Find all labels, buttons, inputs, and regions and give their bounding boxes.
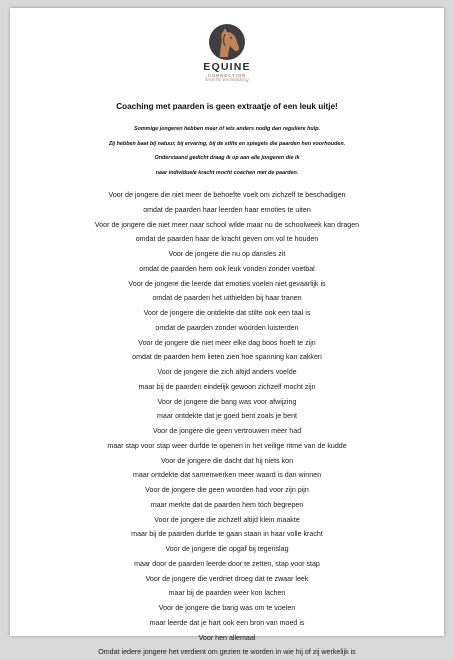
intro-line: naar individuele kracht mocht coachen met de paarden. <box>155 169 299 176</box>
poem-line: omdat de paarden haar de kracht geven om vol te houden <box>135 235 319 244</box>
poem-line: maar stap voor stap weer durfde te openen in het veilige ritme van de kudde <box>107 441 347 450</box>
poem-line: maar leerde dat je hart ook een bron van moed is <box>149 618 305 627</box>
poem-line: maar ontdekte dat je goed bent zoals je bent <box>156 412 297 421</box>
poem-line: Voor de jongere die opgaf bij tegenslag <box>165 545 289 553</box>
poem-line: Voor de jongere die verdriet droeg dat te zwaar leek <box>145 574 309 583</box>
equine-connection-logo <box>10 24 444 84</box>
poem-line: Voor de jongere die zichzelf altijd klein maakte <box>154 515 300 524</box>
poem-line: maar bij de paarden durfde te gaan staan in haar volle kracht <box>131 530 323 539</box>
intro-paragraph <box>10 122 444 180</box>
poem-line: maar bij de paarden weer kon lachen <box>168 589 286 598</box>
intro-line: Sommige jongeren hebben meer óf iets anders nodig dan reguliere hulp. <box>133 126 320 132</box>
logo-script-text: kracht verbinding <box>205 78 249 83</box>
poem-line: Voor de jongere die niet meer elke dag boos hoeft te zijn <box>138 338 316 347</box>
poem-line: Voor de jongere die nu op dansles zit <box>168 250 286 258</box>
document-title: Coaching met paarden is geen extraatje of een leuk uitje! <box>116 102 338 111</box>
poem <box>10 188 444 660</box>
poem-line: Voor de jongere die bang was om te voelen <box>158 604 296 612</box>
poem-line: Voor de jongere die bang was voor afwijzing <box>157 397 297 406</box>
poem-line: omdat de paarden hem lieten zien hoe spanning kan zakken <box>132 353 322 362</box>
horse-head-icon <box>209 24 245 60</box>
poem-line: Voor de jongere die niet meer naar school wilde maar nu de schoolweek kan dragen <box>94 220 360 229</box>
poem-line: Voor hen allemaal <box>198 633 256 642</box>
document-page <box>10 8 444 657</box>
intro-line: Zij hebben baat bij natuur, bij ervaring, bij de stilte en spiegels die paarden hen voorhouden. <box>108 140 346 147</box>
poem-line: Voor de jongere die ontdekte dat stilte ook een taal is <box>143 309 311 317</box>
poem-line: omdat de paarden haar leerden haar emoties te uiten <box>143 205 311 214</box>
poem-line: Voor de jongere die niet meer de behoefte voelt om zichzelf te beschadigen <box>108 191 346 199</box>
logo-brand-text: EQUINE <box>203 61 251 73</box>
poem-line: Voor de jongere die zich altijd anders voelde <box>157 368 297 376</box>
poem-line: maar ontdekte dat samenwerken meer waard is dan winnen <box>132 471 322 480</box>
poem-line: maar bij de paarden eindelijk gewoon zichzelf mocht zijn <box>138 382 316 391</box>
poem-line: Voor de jongere die geen vertrouwen meer had <box>152 427 302 435</box>
intro-line: Onderstaand gedicht draag ik op aan alle jongeren die ik <box>154 155 300 161</box>
poem-line: omdat de paarden zonder woorden luisterden <box>155 323 299 332</box>
poem-line: Voor de jongere die dacht dat hij niets kon <box>160 456 294 465</box>
poem-line: Voor de jongere die leerde dat emoties voelen niet gevaarlijk is <box>128 279 326 288</box>
poem-line: omdat de paarden hem ook leuk vonden zonder voetbal <box>139 264 315 273</box>
poem-line: omdat de paarden het uithielden bij haar tranen <box>152 294 302 303</box>
logo-sub-text: CONNECTION <box>207 73 247 78</box>
poem-line: maar merkte dat de paarden hem tóch begrepen <box>150 500 304 509</box>
poem-line: Voor de jongere die geen woorden had voor zijn pijn <box>145 486 309 494</box>
poem-line: Omdat iedere jongere het verdient om gezien te worden in wie hij of zij werkelijk is <box>98 648 356 657</box>
poem-line: maar door de paarden leerde door te zetten, stap voor stap <box>134 559 320 568</box>
